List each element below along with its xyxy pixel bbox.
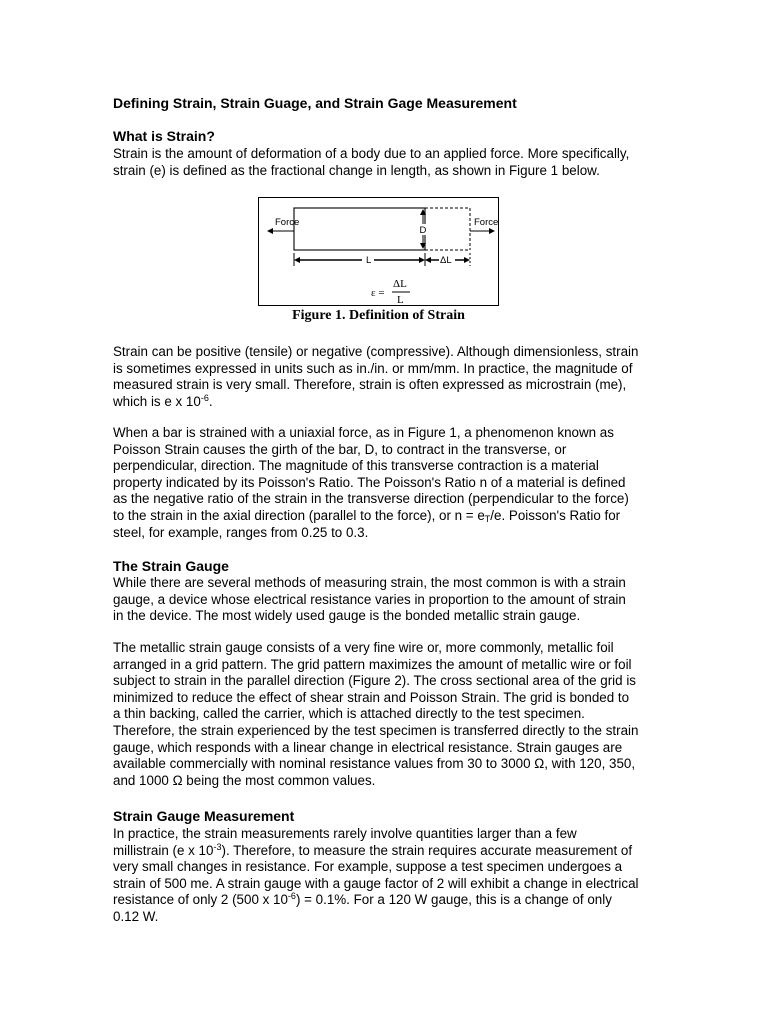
paragraph-gauge-intro bbox=[113, 575, 661, 625]
arrowhead-icon bbox=[464, 257, 470, 263]
text-line: 0.12 W. bbox=[113, 908, 159, 924]
force-label-left: Force bbox=[275, 217, 300, 228]
text-line: subject to strain in the parallel direction (Figure 2). The cross sectional area of the grid is bbox=[113, 673, 636, 689]
superscript: -3 bbox=[213, 841, 222, 852]
text-line: The metallic strain gauge consists of a very fine wire or, more commonly, metallic foil bbox=[113, 640, 614, 655]
text-line bbox=[113, 892, 661, 909]
text-line: gauge, a device whose electrical resistance varies in proportion to the amount of strain bbox=[113, 591, 626, 607]
document-title: Defining Strain, Strain Guage, and Strain Gage Measurement bbox=[113, 95, 517, 111]
text-line: strain of 500 me. A strain gauge with a gauge factor of 2 will exhibit a change in electrical bbox=[113, 875, 639, 891]
heading-strain-gauge: The Strain Gauge bbox=[113, 558, 229, 574]
text-line: very small changes in resistance. For example, suppose a test specimen undergoes a bbox=[113, 859, 623, 875]
subscript: T bbox=[484, 513, 491, 524]
text-line: Strain is the amount of deformation of a body due to an applied force. More specifically, bbox=[113, 146, 630, 161]
heading-gauge-measurement: Strain Gauge Measurement bbox=[113, 808, 295, 824]
text-fragment: resistance of only 2 (500 x 10 bbox=[113, 892, 288, 908]
dimension-dl-label: ΔL bbox=[440, 255, 452, 266]
text-line: and 1000 Ω being the most common values. bbox=[113, 772, 376, 788]
arrowhead-icon bbox=[267, 228, 273, 234]
text-fragment: ). Therefore, to measure the strain requires accurate measurement of bbox=[221, 842, 633, 858]
text-line: Therefore, the strain experienced by the test specimen is transferred directly to the strain bbox=[113, 722, 639, 738]
force-label-right: Force bbox=[474, 217, 499, 228]
text-line: measured strain is very small. Therefore, strain is often expressed as microstrain (me), bbox=[113, 377, 627, 393]
dimension-l-label: L bbox=[366, 255, 372, 266]
bar-outline bbox=[294, 208, 425, 250]
formula-denominator: L bbox=[397, 294, 404, 306]
text-line: Strain can be positive (tensile) or negative (compressive). Although dimensionless, strain bbox=[113, 344, 639, 359]
text-line bbox=[113, 394, 661, 411]
superscript: -6 bbox=[287, 891, 296, 902]
formula-lhs: ε = bbox=[371, 287, 385, 299]
text-line: in the device. The most widely used gauge is the bonded metallic strain gauge. bbox=[113, 608, 581, 624]
text-line: Poisson Strain causes the girth of the bar, D, to contract in the transverse, or bbox=[113, 441, 567, 457]
paragraph-poisson-strain bbox=[113, 425, 661, 541]
dimension-d-label: D bbox=[419, 225, 427, 236]
text-fragment: /e. Poisson's Ratio for bbox=[490, 507, 621, 523]
text-line: In practice, the strain measurements rarely involve quantities larger than a few bbox=[113, 826, 577, 841]
text-line: property indicated by its Poisson's Ratio. The Poisson's Ratio n of a material is defined bbox=[113, 474, 626, 490]
heading-what-is-strain: What is Strain? bbox=[113, 128, 215, 144]
paragraph-strain-sign bbox=[113, 344, 661, 410]
text-fragment: . bbox=[208, 393, 213, 409]
paragraph-gauge-measurement bbox=[113, 826, 661, 926]
text-line: steel, for example, ranges from 0.25 to 0.3. bbox=[113, 524, 369, 540]
text-line: as the negative ratio of the strain in the transverse direction (perpendicular to the force) bbox=[113, 491, 629, 507]
text-fragment: which is e x 10 bbox=[113, 393, 201, 409]
figure-caption: Figure 1. Definition of Strain bbox=[292, 308, 465, 323]
text-line: is sometimes expressed in units such as in./in. or mm/mm. In practice, the magnitude of bbox=[113, 360, 633, 376]
strain-diagram bbox=[259, 198, 500, 307]
text-line: arranged in a grid pattern. The grid pattern maximizes the amount of metallic wire or foil bbox=[113, 656, 632, 672]
superscript: -6 bbox=[200, 392, 209, 403]
arrowhead-icon bbox=[489, 228, 495, 234]
text-line: strain (e) is defined as the fractional change in length, as shown in Figure 1 below. bbox=[113, 162, 600, 178]
text-line: minimized to reduce the effect of shear strain and Poisson Strain. The grid is bonded to bbox=[113, 689, 630, 705]
arrowhead-icon bbox=[425, 257, 431, 263]
text-line: When a bar is strained with a uniaxial force, as in Figure 1, a phenomenon known as bbox=[113, 425, 614, 440]
formula-numerator: ΔL bbox=[393, 278, 407, 290]
text-fragment: ) = 0.1%. For a 120 W gauge, this is a change of only bbox=[295, 892, 612, 908]
text-line: a thin backing, called the carrier, which is attached directly to the test specimen. bbox=[113, 706, 585, 722]
text-line: perpendicular, direction. The magnitude of this transverse contraction is a material bbox=[113, 458, 599, 474]
text-line: While there are several methods of measuring strain, the most common is with a strain bbox=[113, 575, 626, 590]
text-fragment: to the strain in the axial direction (parallel to the force), or n = e bbox=[113, 507, 485, 523]
figure-strain-definition bbox=[258, 197, 499, 306]
text-line: gauge, which responds with a linear change in electrical resistance. Strain gauges are bbox=[113, 739, 623, 755]
text-fragment: millistrain (e x 10 bbox=[113, 842, 214, 858]
arrowhead-icon bbox=[294, 257, 300, 263]
text-line bbox=[113, 508, 661, 525]
text-line bbox=[113, 843, 661, 860]
arrowhead-icon bbox=[419, 257, 425, 263]
paragraph-metallic-gauge bbox=[113, 640, 661, 789]
text-line: available commercially with nominal resistance values from 30 to 3000 Ω, with 120, 350, bbox=[113, 756, 636, 772]
paragraph-strain-intro bbox=[113, 146, 661, 179]
